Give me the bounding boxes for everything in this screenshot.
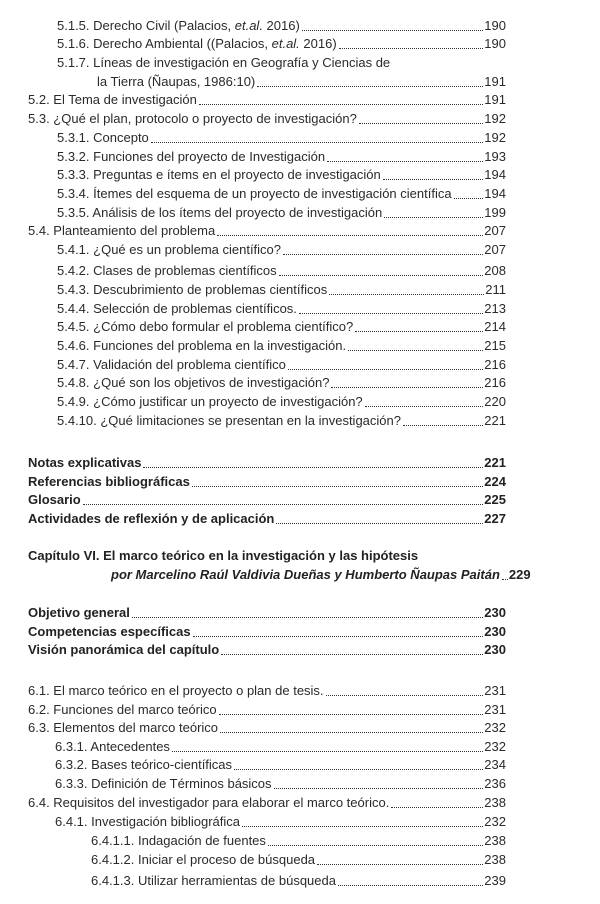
toc-entry-title: [28, 794, 389, 812]
title-text: 5.4.3. Descubrimiento de problemas científicos: [57, 282, 328, 297]
toc-entry: [55, 738, 506, 756]
toc-entry-title: [28, 719, 218, 737]
toc-entry-title: [55, 756, 232, 774]
page-number: 193: [484, 149, 506, 164]
title-text: por Marcelino Raúl Valdivia Dueñas y Humberto Ñaupas Paitán: [111, 567, 500, 582]
toc-entry: [28, 91, 506, 109]
toc-entry: [28, 623, 506, 641]
title-text: 5.3.2. Funciones del proyecto de Investigación: [57, 149, 326, 164]
toc-entry: [55, 756, 506, 774]
toc-entry: [28, 719, 506, 737]
toc-entry: [55, 813, 506, 831]
dot-leader: [283, 254, 483, 255]
page-number: 239: [484, 873, 506, 888]
toc-entry: [57, 356, 506, 374]
toc-entry-title: [55, 813, 240, 831]
toc-entry-title: [28, 682, 324, 700]
toc-entry: [28, 682, 506, 700]
page-number: 208: [484, 263, 506, 278]
toc-entry: [57, 204, 506, 222]
toc-entry: [57, 300, 506, 318]
toc-entry-title: [57, 281, 327, 299]
page-number: 238: [484, 795, 506, 810]
title-text-tail: 2016): [262, 18, 300, 33]
title-text: 5.4.5. ¿Cómo debo formular el problema científico?: [57, 319, 354, 334]
toc-entry: [57, 412, 506, 430]
toc-entry-title: [57, 374, 329, 392]
page-number: 221: [484, 413, 506, 428]
page-number: 192: [484, 130, 506, 145]
page-number: 225: [484, 492, 506, 507]
page-number: 194: [484, 186, 506, 201]
toc-entry: [97, 73, 506, 91]
dot-leader: [384, 217, 483, 218]
toc-entry-title: [111, 566, 500, 584]
page-number: 216: [484, 357, 506, 372]
page-number: 207: [484, 223, 506, 238]
title-text: Competencias específicas: [28, 624, 191, 639]
dot-leader: [268, 845, 483, 846]
dot-leader: [454, 198, 484, 199]
title-text: 5.4.7. Validación del problema científico: [57, 357, 286, 372]
dot-leader: [338, 885, 483, 886]
dot-leader: [299, 313, 483, 314]
page-number: 194: [484, 167, 506, 182]
dot-leader: [276, 523, 483, 524]
page-number: 215: [484, 338, 506, 353]
title-text: 6.3.1. Antecedentes: [55, 739, 170, 754]
toc-entry: [57, 54, 506, 72]
dot-leader: [219, 714, 484, 715]
title-text: Notas explicativas: [28, 455, 142, 470]
title-text: 5.4.2. Clases de problemas científicos: [57, 263, 277, 278]
toc-entry: [57, 148, 506, 166]
page-number: 221: [484, 455, 506, 470]
title-text: 6.4.1.1. Indagación de fuentes: [91, 833, 266, 848]
page-number: 232: [484, 739, 506, 754]
toc-entry: [57, 35, 506, 53]
toc-entry-title: [28, 491, 81, 509]
title-text: 5.3.5. Análisis de los ítems del proyecto de investigación: [57, 205, 383, 220]
toc-entry: [57, 241, 506, 259]
toc-entry: [28, 510, 506, 528]
title-text: Visión panorámica del capítulo: [28, 642, 220, 657]
title-text: 5.3.4. Ítemes del esquema de un proyecto de investigación científica: [57, 186, 452, 201]
page-number: 190: [484, 36, 506, 51]
title-text-tail: 2016): [299, 36, 337, 51]
dot-leader: [257, 86, 483, 87]
toc-entry: [91, 832, 506, 850]
toc-entry: [55, 775, 506, 793]
toc-entry: [28, 491, 506, 509]
toc-entry: [57, 393, 506, 411]
title-italic-text: et.al.: [234, 18, 263, 33]
toc-entry-title: [57, 318, 353, 336]
dot-leader: [193, 636, 484, 637]
title-text: Actividades de reflexión y de aplicación: [28, 511, 275, 526]
toc-entry-title: [57, 412, 401, 430]
toc-entry: [28, 473, 506, 491]
page-number: 207: [484, 242, 506, 257]
title-text: Referencias bibliográficas: [28, 474, 190, 489]
dot-leader: [403, 425, 483, 426]
page-number: 216: [484, 375, 506, 390]
dot-leader: [348, 350, 483, 351]
toc-entry-title: [57, 35, 337, 53]
page-number: 224: [484, 474, 506, 489]
toc-entry: [28, 701, 506, 719]
page-number: 192: [484, 111, 506, 126]
title-text: 5.1.5. Derecho Civil (Palacios,: [57, 18, 235, 33]
toc-entry: [111, 566, 531, 584]
dot-leader: [172, 751, 483, 752]
page-number: 238: [484, 852, 506, 867]
page-number: 199: [484, 205, 506, 220]
toc-entry-title: [28, 110, 357, 128]
page-number: 213: [484, 301, 506, 316]
title-text: 6.2. Funciones del marco teórico: [28, 702, 217, 717]
toc-entry: [57, 17, 506, 35]
toc-entry-title: [28, 701, 217, 719]
dot-leader: [199, 104, 483, 105]
toc-entry: [57, 185, 506, 203]
toc-entry-title: [28, 510, 274, 528]
title-text: Objetivo general: [28, 605, 130, 620]
toc-entry-title: [57, 337, 346, 355]
toc-entry: [57, 318, 506, 336]
toc-entry: [91, 851, 506, 869]
toc-entry-title: [57, 393, 363, 411]
toc-entry-title: [57, 300, 297, 318]
dot-leader: [317, 864, 483, 865]
toc-entry-title: [57, 241, 281, 259]
title-text: 5.4.6. Funciones del problema en la investigación.: [57, 338, 347, 353]
title-text: 5.3.3. Preguntas e ítems en el proyecto de investigación: [57, 167, 381, 182]
toc-entry-title: [28, 641, 219, 659]
toc-entry-title: [28, 91, 197, 109]
title-text: 6.4.1. Investigación bibliográfica: [55, 814, 241, 829]
title-text: 5.1.6. Derecho Ambiental ((Palacios,: [57, 36, 272, 51]
title-text: 5.2. El Tema de investigación: [28, 92, 197, 107]
toc-entry: [57, 281, 506, 299]
title-text: 6.4.1.2. Iniciar el proceso de búsqueda: [91, 852, 316, 867]
toc-entry: [91, 872, 506, 890]
dot-leader: [279, 275, 484, 276]
toc-entry: [28, 604, 506, 622]
page-number: 211: [485, 282, 506, 297]
toc-entry: [57, 262, 506, 280]
dot-leader: [83, 504, 484, 505]
dot-leader: [391, 807, 483, 808]
page-number: 236: [484, 776, 506, 791]
title-text: 5.4.1. ¿Qué es un problema científico?: [57, 242, 282, 257]
toc-entry-title: [57, 148, 325, 166]
toc-entry: [57, 166, 506, 184]
toc-entry-title: [57, 185, 452, 203]
toc-entry-title: [57, 166, 381, 184]
title-text: 5.3.1. Concepto: [57, 130, 149, 145]
title-text: 5.4.8. ¿Qué son los objetivos de investigación?: [57, 375, 330, 390]
page-number: 232: [484, 720, 506, 735]
dot-leader: [132, 617, 483, 618]
dot-leader: [383, 179, 484, 180]
title-text: 6.3.3. Definición de Términos básicos: [55, 776, 272, 791]
toc-entry-title: [91, 851, 315, 869]
page-number: 232: [484, 814, 506, 829]
dot-leader: [355, 331, 483, 332]
toc-entry-title: [55, 738, 170, 756]
page-number: 214: [484, 319, 506, 334]
dot-leader: [327, 161, 483, 162]
dot-leader: [329, 294, 484, 295]
page-number: 229: [508, 567, 531, 582]
title-text: Glosario: [28, 492, 81, 507]
toc-entry-title: [28, 473, 190, 491]
dot-leader: [274, 788, 484, 789]
page-number: 230: [484, 624, 506, 639]
dot-leader: [221, 654, 483, 655]
title-text: 6.4. Requisitos del investigador para elaborar el marco teórico.: [28, 795, 390, 810]
dot-leader: [151, 142, 484, 143]
toc-entry-title: [57, 129, 149, 147]
title-text: 6.1. El marco teórico en el proyecto o plan de tesis.: [28, 683, 324, 698]
page-number: 227: [484, 511, 506, 526]
dot-leader: [220, 732, 483, 733]
page-number: 234: [484, 757, 506, 772]
title-text: 6.4.1.3. Utilizar herramientas de búsqueda: [91, 873, 336, 888]
title-text: Capítulo VI. El marco teórico en la investigación y las hipótesis: [28, 548, 419, 563]
title-text: 5.4.4. Selección de problemas científicos.: [57, 301, 297, 316]
toc-entry-title: [57, 262, 277, 280]
dot-leader: [339, 48, 484, 49]
toc-entry-title: [91, 872, 336, 890]
toc-entry: [28, 110, 506, 128]
toc-entry-title: [57, 356, 286, 374]
dot-leader: [326, 695, 484, 696]
toc-entry-title: [57, 204, 382, 222]
toc-entry-title: [55, 775, 272, 793]
page-number: 230: [484, 642, 506, 657]
dot-leader: [143, 467, 483, 468]
dot-leader: [359, 123, 483, 124]
toc-entry-title: [28, 623, 191, 641]
page-number: 190: [484, 18, 506, 33]
toc-entry: [28, 547, 506, 565]
toc-entry-title: [28, 222, 215, 240]
title-text: 6.3. Elementos del marco teórico: [28, 720, 219, 735]
toc-entry-title: [28, 454, 141, 472]
page-number: 238: [484, 833, 506, 848]
toc-entry-title: [97, 73, 255, 91]
title-text: 5.3. ¿Qué el plan, protocolo o proyecto de investigación?: [28, 111, 357, 126]
title-text: 5.1.7. Líneas de investigación en Geografía y Ciencias de: [57, 55, 391, 70]
page-number: 231: [484, 683, 506, 698]
page-number: 191: [484, 92, 506, 107]
toc-entry-title: [57, 17, 300, 35]
dot-leader: [288, 369, 483, 370]
toc-entry: [28, 794, 506, 812]
title-text: 5.4.9. ¿Cómo justificar un proyecto de investigación?: [57, 394, 363, 409]
dot-leader: [217, 235, 483, 236]
page-number: 230: [484, 605, 506, 620]
title-text: 5.4.10. ¿Qué limitaciones se presentan en la investigación?: [57, 413, 401, 428]
toc-entry-title: [91, 832, 266, 850]
toc-entry: [57, 374, 506, 392]
dot-leader: [234, 769, 483, 770]
dot-leader: [502, 579, 508, 580]
page-number: 191: [484, 74, 506, 89]
dot-leader: [242, 826, 483, 827]
page-number: 220: [484, 394, 506, 409]
dot-leader: [302, 30, 483, 31]
toc-entry: [28, 222, 506, 240]
dot-leader: [331, 387, 483, 388]
dot-leader: [365, 406, 484, 407]
page-number: 231: [484, 702, 506, 717]
dot-leader: [192, 486, 483, 487]
toc-entry-title: [28, 547, 418, 565]
title-text: 6.3.2. Bases teórico-científicas: [55, 757, 233, 772]
toc-entry: [28, 641, 506, 659]
toc-entry: [57, 129, 506, 147]
title-text: 5.4. Planteamiento del problema: [28, 223, 216, 238]
toc-entry: [57, 337, 506, 355]
title-italic-text: et.al.: [271, 36, 300, 51]
toc-entry-title: [28, 604, 130, 622]
toc-entry-title: [57, 54, 390, 72]
title-text: la Tierra (Ñaupas, 1986:10): [97, 74, 256, 89]
toc-entry: [28, 454, 506, 472]
